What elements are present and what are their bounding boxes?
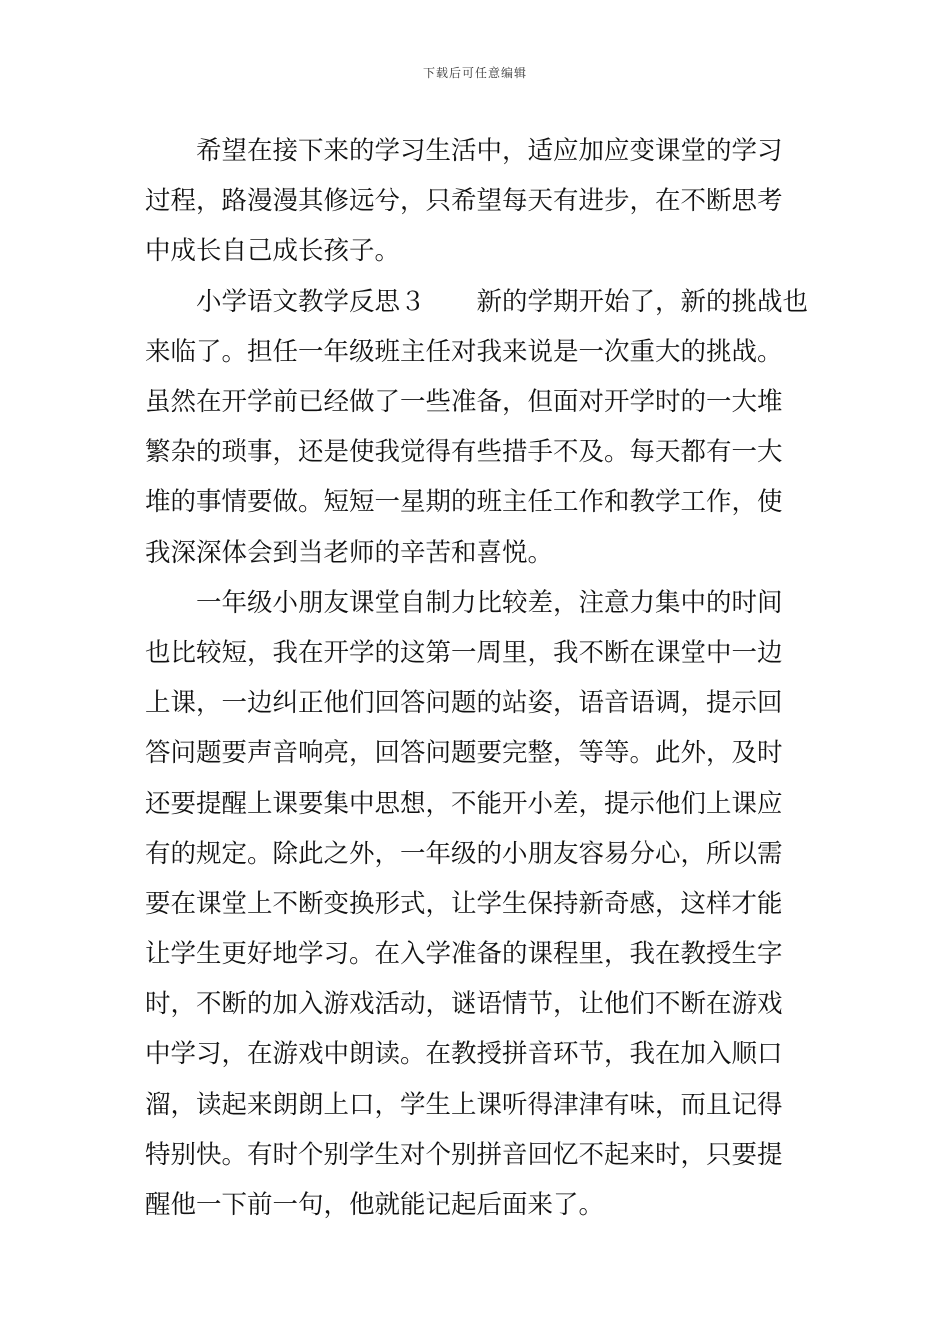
text-line: 繁杂的琐事，还是使我觉得有些措手不及。每天都有一大 bbox=[145, 437, 783, 468]
text-line: 一年级小朋友课堂自制力比较差，注意力集中的时间 bbox=[145, 587, 783, 618]
text-line: 也比较短，我在开学的这第一周里，我不断在课堂中一边 bbox=[145, 637, 783, 668]
text-line: 答问题要声音响亮，回答问题要完整，等等。此外，及时 bbox=[145, 738, 783, 769]
text-line: 中学习，在游戏中朗读。在教授拼音环节，我在加入顺口 bbox=[145, 1039, 783, 1070]
text-line: 要在课堂上不断变换形式，让学生保持新奇感，这样才能 bbox=[145, 888, 783, 919]
page-header: 下载后可任意编辑 bbox=[422, 66, 527, 80]
paragraph-3 bbox=[145, 578, 809, 1230]
text-line: 溜，读起来朗朗上口，学生上课听得津津有味，而且记得 bbox=[145, 1089, 783, 1120]
text-line: 小学语文教学反思３ 新的学期开始了，新的挑战也 bbox=[145, 286, 809, 317]
paragraph-1 bbox=[145, 126, 809, 277]
text-line: 过程，路漫漫其修远兮，只希望每天有进步，在不断思考 bbox=[145, 186, 783, 217]
text-line: 来临了。担任一年级班主任对我来说是一次重大的挑战。 bbox=[145, 336, 783, 367]
paragraph-2 bbox=[145, 277, 809, 578]
text-line: 时，不断的加入游戏活动，谜语情节，让他们不断在游戏 bbox=[145, 989, 783, 1020]
text-line: 堆的事情要做。短短一星期的班主任工作和教学工作，使 bbox=[145, 487, 783, 518]
text-line: 有的规定。除此之外，一年级的小朋友容易分心，所以需 bbox=[145, 838, 783, 869]
text-line: 醒他一下前一句，他就能记起后面来了。 bbox=[145, 1190, 605, 1221]
text-line: 还要提醒上课要集中思想，不能开小差，提示他们上课应 bbox=[145, 788, 783, 819]
text-line: 虽然在开学前已经做了一些准备，但面对开学时的一大堆 bbox=[145, 386, 783, 417]
text-line: 上课，一边纠正他们回答问题的站姿，语音语调，提示回 bbox=[145, 688, 783, 719]
text-line: 让学生更好地学习。在入学准备的课程里，我在教授生字 bbox=[145, 939, 783, 970]
text-line: 中成长自己成长孩子。 bbox=[145, 236, 401, 267]
text-line: 我深深体会到当老师的辛苦和喜悦。 bbox=[145, 537, 554, 568]
text-line: 希望在接下来的学习生活中，适应加应变课堂的学习 bbox=[145, 136, 783, 166]
text-line: 特别快。有时个别学生对个别拼音回忆不起来时，只要提 bbox=[145, 1139, 783, 1170]
